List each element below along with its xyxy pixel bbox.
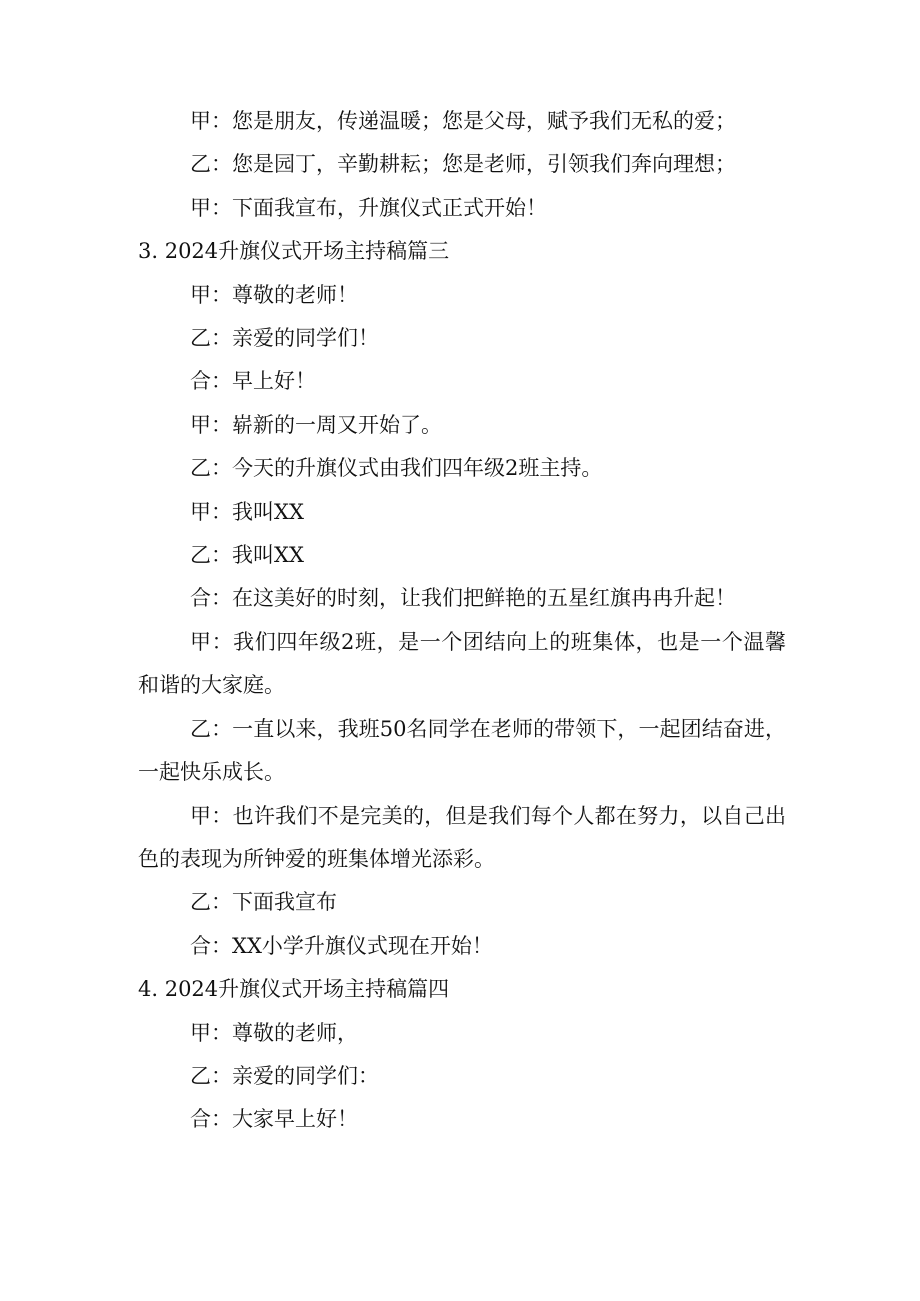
script-line: 合：早上好！ — [190, 369, 316, 394]
script-line: 乙：亲爱的同学们！ — [190, 326, 379, 351]
script-line: 甲：我叫XX — [190, 499, 304, 524]
script-line: 甲：我们四年级2班，是一个团结向上的班集体，也是一个温馨和谐的大家庭。 — [138, 629, 786, 698]
script-line: 合：大家早上好！ — [190, 1107, 358, 1132]
script-line: 合：在这美好的时刻，让我们把鲜艳的五星红旗冉冉升起！ — [190, 586, 736, 611]
script-line: 乙：今天的升旗仪式由我们四年级2班主持。 — [190, 456, 603, 481]
script-line: 甲：崭新的一周又开始了。 — [190, 412, 442, 437]
document-body — [138, 100, 786, 1142]
script-line: 甲：下面我宣布，升旗仪式正式开始！ — [190, 195, 547, 220]
script-line: 甲：您是朋友，传递温暖；您是父母，赋予我们无私的爱； — [190, 109, 736, 133]
script-line: 乙：下面我宣布 — [190, 890, 337, 915]
section-heading: 4. 2024升旗仪式开场主持稿篇四 — [138, 977, 450, 1002]
script-line: 合：XX小学升旗仪式现在开始！ — [190, 933, 493, 958]
script-line: 甲：尊敬的老师！ — [190, 282, 358, 307]
script-line: 乙：一直以来，我班50名同学在老师的带领下，一起团结奋进，一起快乐成长。 — [138, 716, 786, 785]
script-line: 甲：也许我们不是完美的，但是我们每个人都在努力，以自己出色的表现为所钟爱的班集体增光添彩。 — [138, 803, 786, 871]
script-line: 甲：尊敬的老师， — [190, 1020, 358, 1045]
script-line: 乙：我叫XX — [190, 543, 304, 568]
script-line: 乙：您是园丁，辛勤耕耘；您是老师，引领我们奔向理想； — [190, 152, 736, 177]
section-heading: 3. 2024升旗仪式开场主持稿篇三 — [138, 239, 450, 264]
script-line: 乙：亲爱的同学们： — [190, 1063, 379, 1088]
